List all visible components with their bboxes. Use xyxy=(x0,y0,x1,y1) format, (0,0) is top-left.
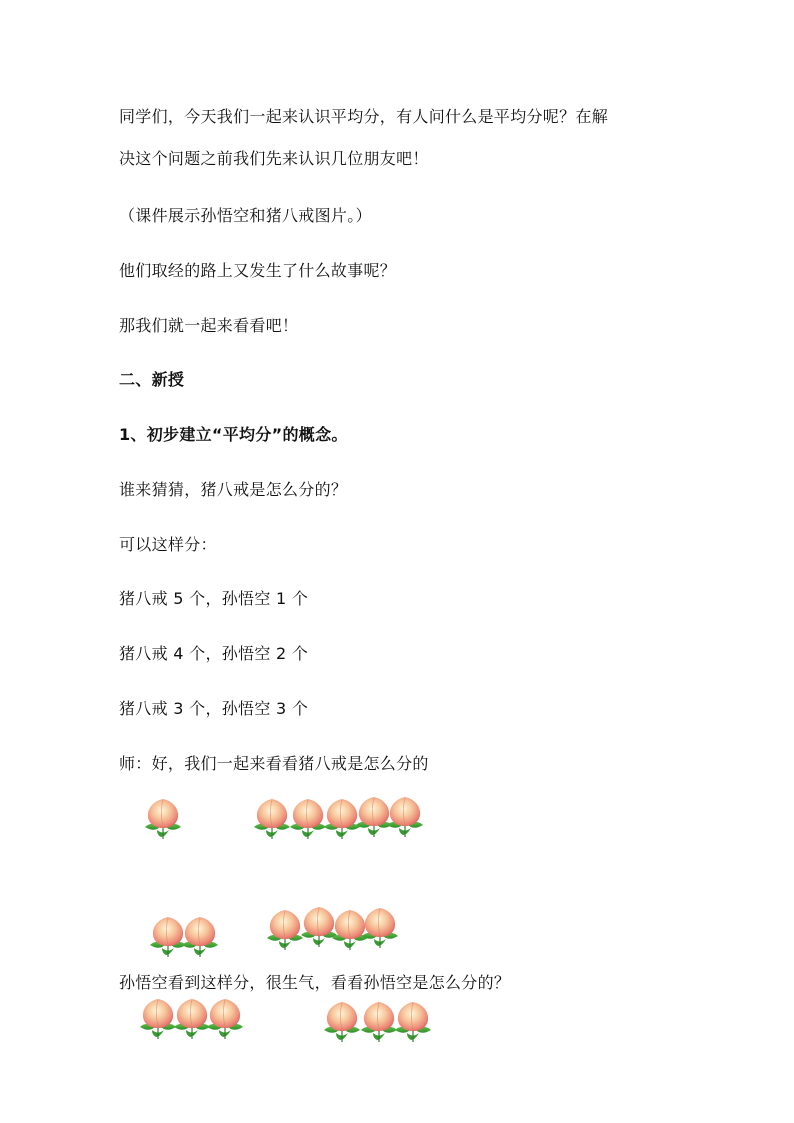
peach-icon xyxy=(383,795,427,837)
sun-wukong-reaction: 孙悟空看到这样分，很生气，看看孙悟空是怎么分的？ xyxy=(119,973,511,992)
peach-icon xyxy=(178,915,222,957)
peach-icon xyxy=(358,906,402,948)
peach-icon xyxy=(391,1000,435,1042)
story-question: 他们取经的路上又发生了什么故事呢？ xyxy=(119,261,397,280)
division-intro: 可以这样分： xyxy=(119,535,217,554)
division-option-3: 猪八戒 3 个，孙悟空 3 个 xyxy=(119,699,309,718)
peach-icon xyxy=(203,997,247,1039)
intro-paragraph-line-1: 同学们，今天我们一起来认识平均分，有人问什么是平均分呢？在解 xyxy=(119,107,609,126)
subsection-heading-concept: 1、初步建立“平均分”的概念。 xyxy=(119,425,348,444)
teacher-line: 师：好，我们一起来看看猪八戒是怎么分的 xyxy=(119,754,429,773)
section-heading-new-lesson: 二、新授 xyxy=(119,370,185,389)
courseware-note: （课件展示孙悟空和猪八戒图片。） xyxy=(119,206,372,225)
lets-watch-line: 那我们就一起来看看吧！ xyxy=(119,316,299,335)
division-option-1: 猪八戒 5 个，孙悟空 1 个 xyxy=(119,589,309,608)
division-option-2: 猪八戒 4 个，孙悟空 2 个 xyxy=(119,644,309,663)
guess-question: 谁来猜猜，猪八戒是怎么分的？ xyxy=(119,480,348,499)
intro-paragraph-line-2: 决这个问题之前我们先来认识几位朋友吧！ xyxy=(119,149,429,168)
peach-icon xyxy=(141,797,185,839)
